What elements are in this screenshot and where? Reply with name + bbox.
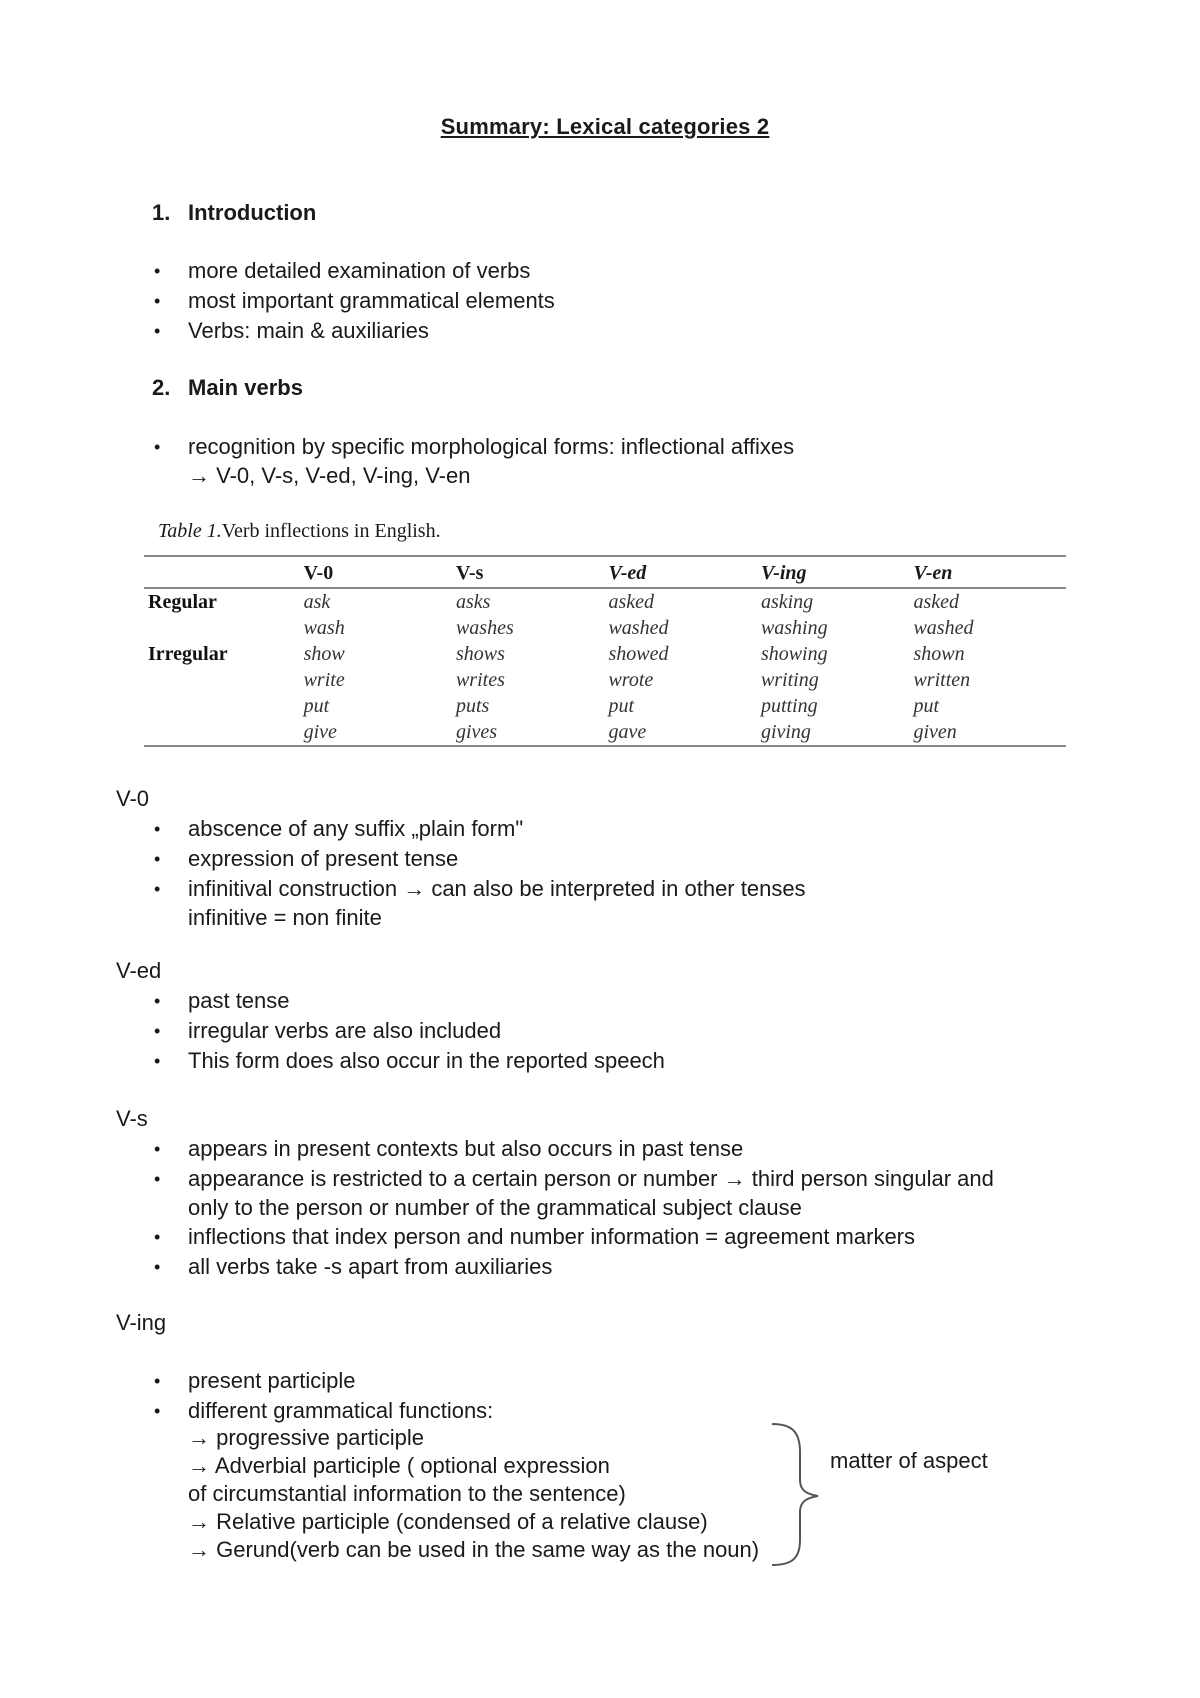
row-label: Regular xyxy=(148,591,217,613)
table-caption-label: Table 1. xyxy=(158,520,222,542)
table-header: V-ing xyxy=(761,556,914,588)
table-cell: asks xyxy=(455,591,491,613)
table-cell: asked xyxy=(913,591,960,613)
list-item-continuation: only to the person or number of the grammatical subject clause xyxy=(188,1195,802,1220)
table-cell: wrote xyxy=(608,669,654,691)
table-row xyxy=(144,615,1066,641)
table-cell: gives xyxy=(456,719,608,746)
list-item: • expression of present tense xyxy=(152,844,806,874)
table-cell: washed xyxy=(608,617,669,639)
list-item xyxy=(152,1164,994,1222)
list-item: • more detailed examination of verbs xyxy=(152,256,555,286)
table-cell: put xyxy=(303,695,330,717)
table-cell: ask xyxy=(303,591,331,613)
section-label-ving: V-ing xyxy=(116,1310,167,1335)
table-cell: gave xyxy=(608,719,760,746)
table-cell: show xyxy=(303,643,345,665)
list-item-text: recognition by specific morphological forms: inflectional affixes xyxy=(188,434,795,459)
section-number: 2. xyxy=(152,375,171,400)
table-row xyxy=(144,693,1066,719)
table-cell: asking xyxy=(760,591,814,613)
list-item: • most important grammatical elements xyxy=(152,286,555,316)
table-cell: giving xyxy=(761,719,914,746)
table-header: V-0 xyxy=(304,556,456,588)
sub-item: of circumstantial information to the sentence) xyxy=(188,1481,626,1506)
table-cell: put xyxy=(608,695,635,717)
list-item: • all verbs take -s apart from auxiliaries xyxy=(152,1252,994,1282)
list-item: • present participle xyxy=(152,1366,493,1396)
table-cell: given xyxy=(913,719,1066,746)
sub-item: → Gerund(verb can be used in the same way as the noun) xyxy=(188,1537,760,1562)
section-heading-main-verbs xyxy=(152,375,303,401)
table-row xyxy=(144,641,1066,667)
list-item-text: infinitival construction → can also be interpreted in other tenses xyxy=(188,876,806,901)
table-header-row xyxy=(144,556,1066,588)
list-item-text: appearance is restricted to a certain person or number → third person singular and xyxy=(188,1166,994,1191)
table-row xyxy=(144,588,1066,615)
row-label xyxy=(144,693,304,719)
section-title: Introduction xyxy=(188,200,317,225)
table-header: V-en xyxy=(913,556,1066,588)
ving-list xyxy=(152,1366,493,1426)
table-cell: washes xyxy=(455,617,514,639)
section-heading-introduction xyxy=(152,200,316,226)
row-label xyxy=(144,719,304,746)
table-cell: putting xyxy=(760,695,818,717)
vs-list xyxy=(152,1134,994,1282)
v0-list xyxy=(152,814,806,932)
table-cell: put xyxy=(913,695,940,717)
table-cell: writing xyxy=(760,669,819,691)
section-title: Main verbs xyxy=(188,375,303,400)
document-title: Summary: Lexical categories 2 xyxy=(440,114,770,139)
list-item: • abscence of any suffix „plain form" xyxy=(152,814,806,844)
table-cell: writes xyxy=(455,669,505,691)
list-item: • inflections that index person and number information = agreement markers xyxy=(152,1222,994,1252)
verb-inflections-table xyxy=(144,555,1066,747)
table-caption-text: Verb inflections in English. xyxy=(221,520,441,542)
sub-item: → progressive participle xyxy=(188,1425,424,1450)
table-cell: shown xyxy=(913,643,965,665)
table-cell: shows xyxy=(455,643,505,665)
list-item: • This form does also occur in the reported speech xyxy=(152,1046,665,1076)
list-item: • appears in present contexts but also occurs in past tense xyxy=(152,1134,994,1164)
section-label-ved: V-ed xyxy=(116,958,162,983)
main-verbs-list xyxy=(152,432,794,490)
table-header: V-s xyxy=(456,556,608,588)
table-cell: written xyxy=(913,669,971,691)
table-header: V-ed xyxy=(608,556,760,588)
list-item: • irregular verbs are also included xyxy=(152,1016,665,1046)
table-cell: puts xyxy=(455,695,490,717)
table-cell: write xyxy=(303,669,345,691)
list-item: • past tense xyxy=(152,986,665,1016)
table-cell: washing xyxy=(760,617,828,639)
introduction-list xyxy=(152,256,555,346)
row-label: Irregular xyxy=(148,643,228,665)
section-number: 1. xyxy=(152,200,171,225)
table-cell: washed xyxy=(913,617,974,639)
sub-item: → Relative participle (condensed of a relative clause) xyxy=(188,1509,708,1534)
table-row xyxy=(144,719,1066,746)
list-item-continuation: → V-0, V-s, V-ed, V-ing, V-en xyxy=(188,463,471,488)
table-cell: showing xyxy=(760,643,828,665)
section-label-v0: V-0 xyxy=(116,786,150,811)
curly-brace-icon xyxy=(770,1422,830,1567)
brace-note: matter of aspect xyxy=(830,1448,988,1473)
table-cell: give xyxy=(304,719,456,746)
list-item-continuation: infinitive = non finite xyxy=(188,905,382,930)
table-row xyxy=(144,667,1066,693)
table-caption xyxy=(158,520,441,543)
sub-item: → Adverbial participle ( optional expression xyxy=(188,1453,610,1478)
row-label xyxy=(144,667,304,693)
table-cell: showed xyxy=(608,643,669,665)
list-item xyxy=(152,874,806,932)
table-cell: asked xyxy=(608,591,654,613)
list-item: • different grammatical functions: xyxy=(152,1396,493,1426)
list-item: • Verbs: main & auxiliaries xyxy=(152,316,555,346)
table-cell: wash xyxy=(303,617,345,639)
table-corner xyxy=(144,556,304,588)
section-label-vs: V-s xyxy=(116,1106,148,1131)
list-item xyxy=(152,432,794,490)
row-label xyxy=(144,615,304,641)
ved-list xyxy=(152,986,665,1076)
